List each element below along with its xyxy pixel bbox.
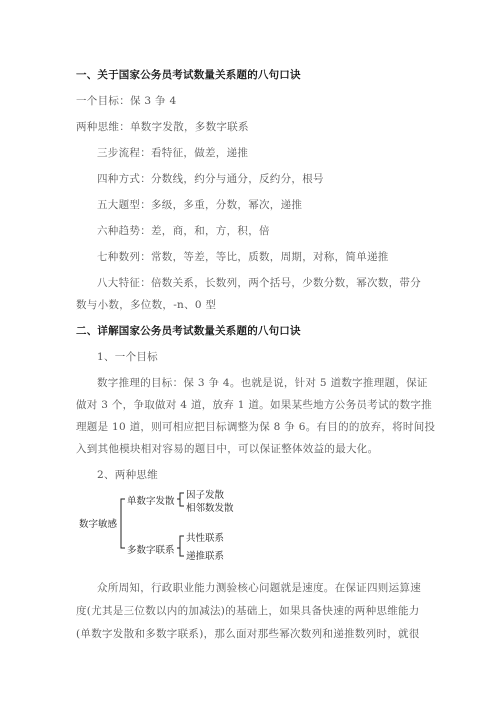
diagram-leaf-common-connection: 共性联系 (186, 533, 225, 544)
line-eight-features: 八大特征：倍数关系，长数列，两个括号，少数分数，幂次数，带分 (97, 277, 421, 289)
subheading-one-goal: 1、一个目标 (97, 351, 158, 363)
line-three-steps: 三步流程：看特征，做差，递推 (97, 147, 249, 159)
para1-line1: 数字推理的目标：保 3 争 4。也就是说，针对 5 道数字推理题，保证 (97, 377, 428, 389)
line-six-trends: 六种趋势：差，商，和，方，积，倍 (97, 225, 270, 237)
line-seven-sequences: 七种数列：常数，等差，等比，质数，周期，对称，简单递推 (97, 251, 389, 263)
line-five-types: 五大题型：多级，多重，分数，幂次，递推 (97, 199, 303, 211)
diagram-root-number-sense: 数字敏感 (79, 519, 118, 530)
line-four-methods: 四种方式：分数线，约分与通分，反约分，根号 (97, 173, 324, 185)
para1-line2: 做对 3 个，争取做对 4 道，放弃 1 道。如果某些地方公务员考试的数字推 (76, 399, 432, 411)
thinking-diagram (76, 490, 256, 560)
diagram-branch-multi-connection: 多数字联系 (127, 545, 175, 556)
diagram-leaf-recursive-connection: 递推联系 (186, 551, 225, 562)
para2-line3: (单数字发散和多数字联系)，那么面对那些幂次数列和递推数列时，就很 (76, 628, 420, 640)
line-two-thinking: 两种思维：单数字发散，多数字联系 (76, 121, 249, 133)
section1-heading: 一、关于国家公务员考试数量关系题的八句口诀 (76, 69, 301, 81)
section2-heading: 二、详解国家公务员考试数量关系题的八句口诀 (76, 325, 301, 337)
diagram-leaf-adjacent-divergence: 相邻数发散 (186, 503, 234, 514)
line-one-goal: 一个目标：保 3 争 4 (76, 95, 177, 107)
para2-line2: 度(尤其是三位数以内的加减法)的基础上，如果具备快速的两种思维能力 (76, 605, 420, 617)
subheading-two-thinking: 2、两种思维 (97, 469, 158, 481)
para2-line1: 众所周知，行政职业能力测验核心问题就是速度。在保证四则运算速 (97, 582, 421, 594)
para1-line4: 入到其他模块相对容易的题目中，可以保证整体效益的最大化。 (76, 443, 379, 455)
diagram-branch-single-divergence: 单数字发散 (127, 496, 175, 507)
para1-line3: 理题是 10 道，则可相应把目标调整为保 8 争 6。有目的的放弃，将时间投 (76, 421, 436, 433)
diagram-leaf-factor-divergence: 因子发散 (186, 490, 225, 501)
line-eight-features-cont: 数与小数，多位数，-n、0 型 (76, 299, 217, 311)
